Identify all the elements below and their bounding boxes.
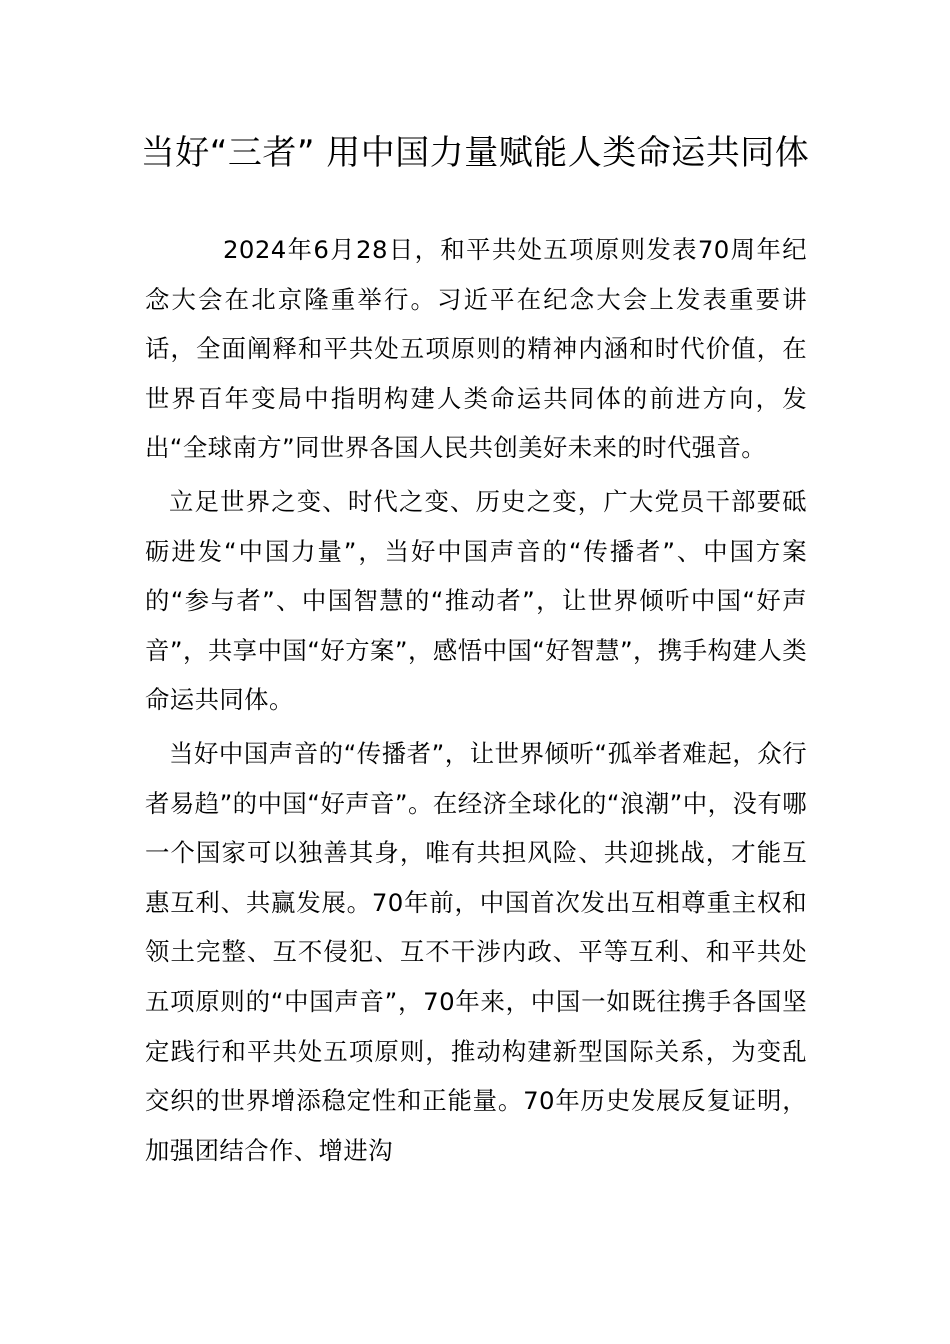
paragraph-3: 当好中国声音的“传播者”，让世界倾听“孤举者难起，众行者易趋”的中国“好声音”。在经济全球化的“浪潮”中，没有哪一个国家可以独善其身，唯有共担风险、共迎挑战，才能互惠互利、共赢发展。70年前，中国首次发出互相尊重主权和领土完整、互不侵犯、互不干涉内政、平等互利、和平共处五项原则的“中国声音”，70年来，中国一如既往携手各国坚定践行和平共处五项原则，推动构建新型国际关系，为变乱交织的世界增添稳定性和正能量。70年历史发展反复证明，加强团结合作、增进沟 xyxy=(145,738,807,1165)
paragraph-1: 2024年6月28日，和平共处五项原则发表70周年纪念大会在北京隆重举行。习近平在纪念大会上发表重要讲话，全面阐释和平共处五项原则的精神内涵和时代价值，在世界百年变局中指明构建人类命运共同体的前进方向，发出“全球南方”同世界各国人民共创美好未来的时代强音。 xyxy=(145,235,807,463)
paragraph-2: 立足世界之变、时代之变、历史之变，广大党员干部要砥砺进发“中国力量”，当好中国声音的“传播者”、中国方案的“参与者”、中国智慧的“推动者”，让世界倾听中国“好声音”，共享中国“好方案”，感悟中国“好智慧”，携手构建人类命运共同体。 xyxy=(145,486,807,715)
document-title: 当好“三者” 用中国力量赋能人类命运共同体 xyxy=(140,133,810,173)
document-body xyxy=(145,225,807,1175)
